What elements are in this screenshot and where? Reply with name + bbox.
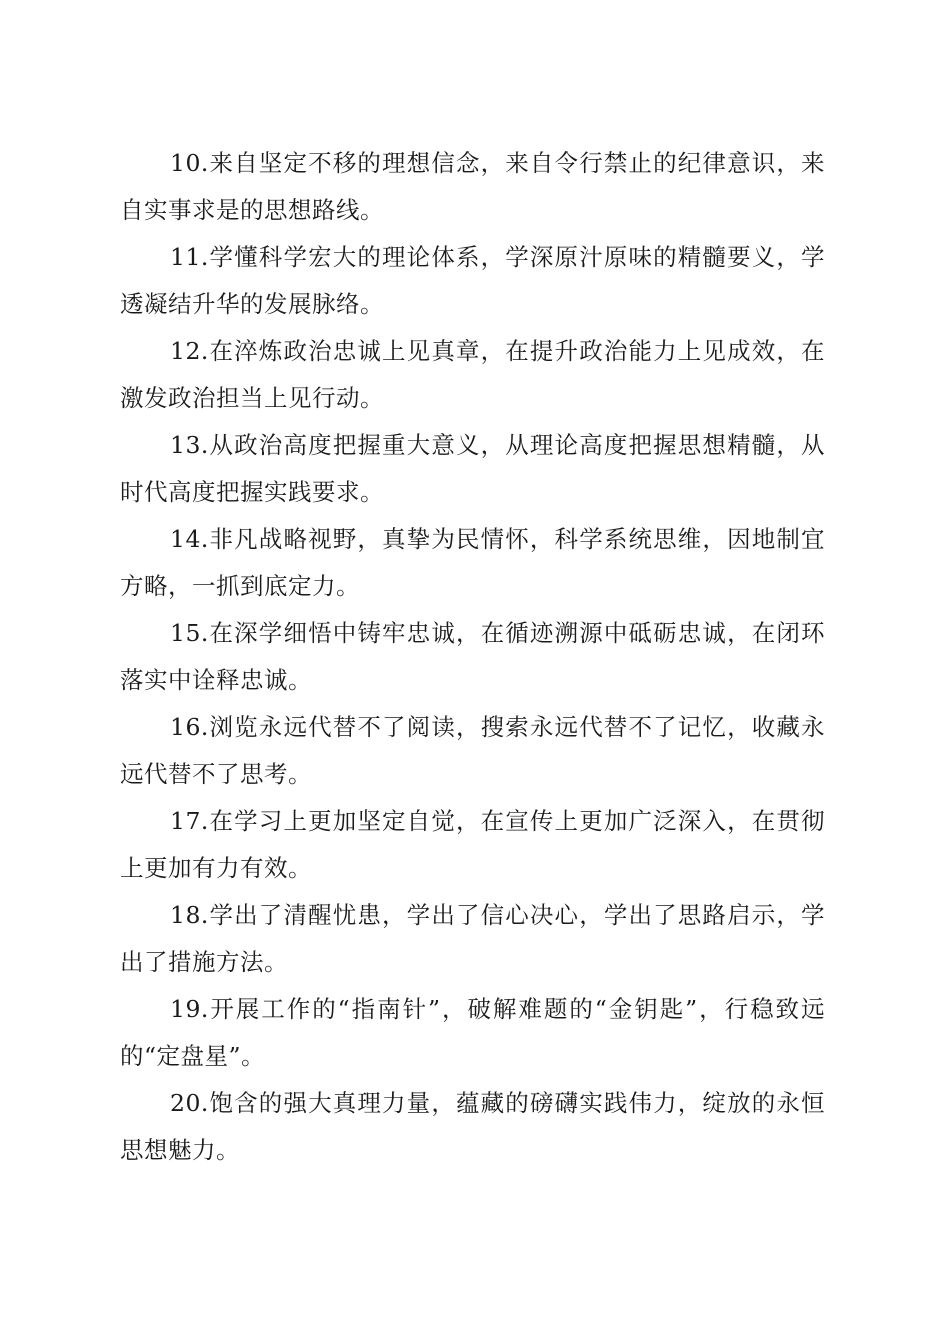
paragraph-text: 非凡战略视野，真挚为民情怀，科学系统思维，因地制宜方略，一抓到底定力。	[120, 525, 825, 600]
paragraph-text: 学出了清醒忧患，学出了信心决心，学出了思路启示，学出了措施方法。	[120, 901, 825, 976]
paragraph-number: 12.	[170, 337, 209, 365]
paragraph-text: 在学习上更加坚定自觉，在宣传上更加广泛深入，在贯彻上更加有力有效。	[120, 807, 825, 882]
paragraph-13	[120, 422, 825, 516]
paragraph-number: 18.	[170, 901, 209, 929]
paragraph-18	[120, 892, 825, 986]
paragraph-number: 11.	[170, 243, 209, 271]
paragraph-number: 19.	[170, 995, 209, 1023]
paragraph-11	[120, 234, 825, 328]
paragraph-number: 20.	[170, 1089, 209, 1117]
paragraph-10	[120, 140, 825, 234]
paragraph-text: 在淬炼政治忠诚上见真章，在提升政治能力上见成效，在激发政治担当上见行动。	[120, 337, 825, 412]
paragraph-text: 在深学细悟中铸牢忠诚，在循迹溯源中砥砺忠诚，在闭环落实中诠释忠诚。	[120, 619, 825, 694]
paragraph-16	[120, 704, 825, 798]
paragraph-text: 从政治高度把握重大意义，从理论高度把握思想精髓，从时代高度把握实践要求。	[120, 431, 825, 506]
paragraph-text: 来自坚定不移的理想信念，来自令行禁止的纪律意识，来自实事求是的思想路线。	[120, 149, 825, 224]
paragraph-17	[120, 798, 825, 892]
paragraph-text: 学懂科学宏大的理论体系，学深原汁原味的精髓要义，学透凝结升华的发展脉络。	[120, 243, 825, 318]
paragraph-number: 10.	[170, 149, 209, 177]
paragraph-text: 浏览永远代替不了阅读，搜索永远代替不了记忆，收藏永远代替不了思考。	[120, 713, 825, 788]
paragraph-12	[120, 328, 825, 422]
paragraph-20	[120, 1080, 825, 1174]
paragraph-number: 14.	[170, 525, 209, 553]
paragraph-14	[120, 516, 825, 610]
paragraph-text: 开展工作的“指南针”，破解难题的“金钥匙”，行稳致远的“定盘星”。	[120, 995, 825, 1070]
paragraph-15	[120, 610, 825, 704]
paragraph-number: 17.	[170, 807, 209, 835]
paragraph-text: 饱含的强大真理力量，蕴藏的磅礴实践伟力，绽放的永恒思想魅力。	[120, 1089, 825, 1164]
paragraph-number: 13.	[170, 431, 209, 459]
paragraph-number: 15.	[170, 619, 209, 647]
paragraph-number: 16.	[170, 713, 209, 741]
document-body	[120, 140, 825, 1174]
paragraph-19	[120, 986, 825, 1080]
